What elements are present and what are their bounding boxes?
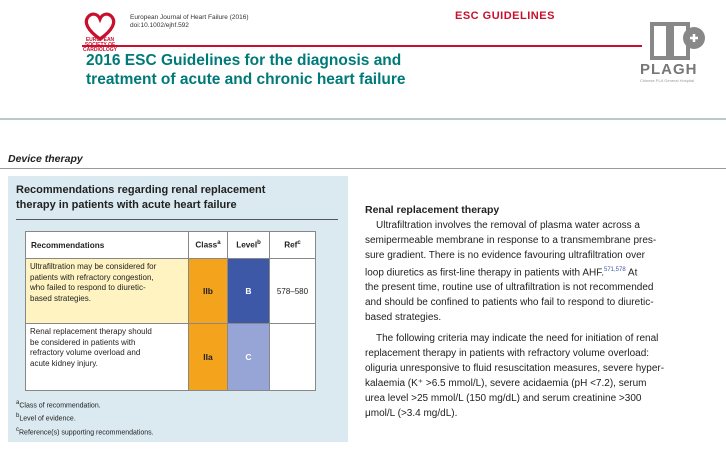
paragraph-line: replacement therapy in patients with refractory volume overload: — [365, 348, 650, 359]
footnote-text: Reference(s) supporting recommendations. — [19, 428, 154, 436]
column-header-label: Ref — [284, 240, 298, 250]
section-label: Device therapy — [8, 153, 83, 165]
column-header-label: Level — [236, 240, 258, 250]
section-divider — [0, 168, 726, 169]
recommendation-text — [26, 324, 189, 391]
column-header-sup: c — [297, 240, 301, 247]
title-line-2: treatment of acute and chronic heart failure — [86, 71, 406, 88]
journal-name: European Journal of Heart Failure (2016) — [130, 14, 249, 21]
paragraph-line: sure gradient. There is no evidence favouring ultrafiltration over — [365, 250, 645, 261]
column-header-label: Recommendations — [31, 240, 105, 250]
footnote — [16, 411, 154, 424]
paragraph-line: the present time, routine use of ultrafiltration is not recommended — [365, 282, 654, 294]
column-header-class — [189, 232, 228, 259]
paragraph-line: kalaemia (K⁺ >6.5 mmol/L), severe acidaemia (pH <7.2), serum — [365, 378, 647, 389]
recommendation-line: be considered in patients with — [30, 337, 136, 347]
paragraph-line: urea level >25 mmol/L (150 mg/dL) and serum creatinine >300 — [365, 393, 642, 404]
header-divider — [82, 45, 642, 47]
citation-link[interactable]: 571,578 — [604, 267, 626, 273]
table-header-row — [26, 232, 316, 259]
table-row — [26, 259, 316, 324]
footnote-text: Level of evidence. — [19, 415, 76, 423]
journal-doi: doi:10.1002/ejhf.592 — [130, 22, 189, 29]
recommendation-line: based strategies. — [30, 293, 91, 303]
class-cell: IIa — [189, 324, 228, 391]
paragraph-line: μmol/L (>3.4 mg/dL). — [365, 408, 458, 419]
footnote-sup: a — [16, 400, 20, 406]
column-header-sup: a — [217, 240, 221, 247]
class-cell: IIb — [189, 259, 228, 324]
paragraph-line: oliguria unresponsive to fluid resuscitation measures, severe hyper- — [365, 363, 665, 374]
article-paragraph-2 — [365, 331, 695, 421]
journal-citation — [130, 14, 249, 30]
recommendation-line: Renal replacement therapy should — [30, 327, 152, 336]
banner-divider — [0, 118, 726, 120]
recommendation-line: who failed to respond to diuretic- — [30, 283, 146, 292]
page-title — [86, 51, 406, 89]
paragraph-line-tail: At — [625, 267, 638, 279]
recommendation-text — [26, 259, 189, 324]
recommendations-title-line-2: therapy in patients with acute heart failure — [16, 199, 237, 211]
plagh-watermark-subtitle: Chinese PLA General Hospital — [640, 78, 695, 83]
recommendation-line: acute kidney injury. — [30, 358, 98, 368]
column-header-level — [228, 232, 270, 259]
journal-banner — [0, 0, 726, 118]
recommendation-line: refractory volume overload and — [30, 348, 141, 357]
footnote-text: Class of recommendation. — [19, 402, 101, 410]
column-header-recommendations — [26, 232, 189, 259]
level-cell: C — [228, 324, 270, 391]
footnotes — [16, 398, 154, 438]
society-name: EUROPEAN CARDIOLOGY — [83, 37, 117, 53]
column-header-sup: b — [257, 240, 261, 247]
ref-cell: 578–580 — [270, 259, 316, 324]
footnote — [16, 425, 154, 438]
column-header-label: Class — [195, 240, 218, 250]
table-row — [26, 324, 316, 391]
column-header-ref — [270, 232, 316, 259]
paragraph-line: The following criteria may indicate the need for initiation of renal — [376, 333, 659, 344]
recommendation-line: patients with refractory congestion, — [30, 272, 154, 282]
level-cell: B — [228, 259, 270, 324]
footnote — [16, 398, 154, 411]
article-heading: Renal replacement therapy — [365, 204, 500, 216]
recommendations-title — [16, 183, 336, 213]
paragraph-line — [365, 263, 695, 280]
paragraph-line: semipermeable membrane in response to a transmembrane pres- — [365, 235, 657, 246]
plagh-watermark: PLAGH — [640, 61, 698, 78]
ref-cell — [270, 324, 316, 391]
paragraph-line: Ultrafiltration involves the removal of plasma water across a — [376, 220, 640, 231]
paragraph-line: based strategies. — [365, 312, 442, 324]
paragraph-line-text: loop diuretics as first-line therapy in patients with AHF. — [365, 267, 604, 279]
recommendations-table — [25, 231, 316, 391]
article-paragraph-1 — [365, 218, 695, 325]
recommendations-title-line-1: Recommendations regarding renal replacement — [16, 184, 266, 196]
paragraph-line: and should be confined to patients who fail to respond to diuretic- — [365, 297, 654, 309]
title-line-1: 2016 ESC Guidelines for the diagnosis and — [86, 52, 402, 69]
esc-guidelines-label: ESC GUIDELINES — [455, 10, 555, 22]
recommendations-title-divider — [16, 219, 338, 220]
footnote-sup: b — [16, 413, 20, 420]
footnote-sup: c — [16, 426, 19, 433]
recommendation-line: Ultrafiltration may be considered for — [30, 262, 157, 271]
